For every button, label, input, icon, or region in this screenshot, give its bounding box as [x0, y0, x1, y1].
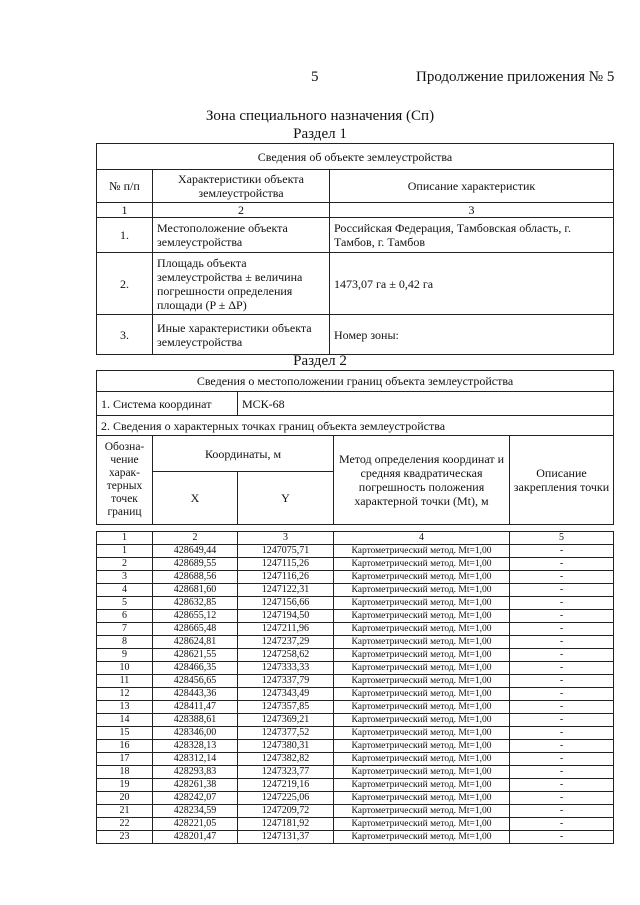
method-cell: Картометрический метод. Mt=1,00	[334, 636, 510, 649]
col-header-designation: Обозна-чение харак-терных точек границ	[97, 436, 153, 525]
point-number: 9	[97, 649, 153, 662]
continuation-note: Продолжение приложения № 5	[416, 69, 615, 85]
fixation-cell: -	[510, 766, 614, 779]
point-number: 21	[97, 805, 153, 818]
coord-x: 428411,47	[153, 701, 238, 714]
method-cell: Картометрический метод. Mt=1,00	[334, 558, 510, 571]
table-row	[97, 805, 614, 818]
table-row	[97, 597, 614, 610]
object-info-title: Сведения об объекте землеустройства	[97, 144, 614, 170]
fixation-cell: -	[510, 662, 614, 675]
coord-y: 1247219,16	[238, 779, 334, 792]
col-header-method: Метод определения координат и средняя квадратическая погрешность положения характерной точки (Mt), м	[334, 436, 510, 525]
coord-x: 428649,44	[153, 545, 238, 558]
method-cell: Картометрический метод. Mt=1,00	[334, 766, 510, 779]
index-cell: 1	[97, 203, 153, 218]
method-cell: Картометрический метод. Mt=1,00	[334, 623, 510, 636]
coord-y: 1247337,79	[238, 675, 334, 688]
fixation-cell: -	[510, 675, 614, 688]
row-characteristic: Площадь объекта землеустройства ± величина погрешности определения площади (P ± ΔP)	[153, 253, 330, 315]
point-number: 14	[97, 714, 153, 727]
coord-y: 1247075,71	[238, 545, 334, 558]
section2-heading: Раздел 2	[293, 353, 347, 369]
coord-y: 1247258,62	[238, 649, 334, 662]
fixation-cell: -	[510, 597, 614, 610]
method-cell: Картометрический метод. Mt=1,00	[334, 597, 510, 610]
coord-x: 428655,12	[153, 610, 238, 623]
coord-x: 428261,38	[153, 779, 238, 792]
coord-x: 428328,13	[153, 740, 238, 753]
coord-y: 1247225,06	[238, 792, 334, 805]
index-cell: 2	[153, 203, 330, 218]
method-cell: Картометрический метод. Mt=1,00	[334, 792, 510, 805]
coord-x: 428681,60	[153, 584, 238, 597]
fixation-cell: -	[510, 701, 614, 714]
point-number: 1	[97, 545, 153, 558]
index-cell: 5	[510, 532, 614, 545]
coord-y: 1247343,49	[238, 688, 334, 701]
coord-y: 1247369,21	[238, 714, 334, 727]
col-header-characteristic: Характеристики объекта землеустройства	[153, 170, 330, 203]
method-cell: Картометрический метод. Mt=1,00	[334, 727, 510, 740]
document-title: Зона специального назначения (Сп)	[205, 108, 435, 124]
method-cell: Картометрический метод. Mt=1,00	[334, 753, 510, 766]
object-info-table	[96, 143, 614, 355]
method-cell: Картометрический метод. Mt=1,00	[334, 675, 510, 688]
point-number: 6	[97, 610, 153, 623]
fixation-cell: -	[510, 623, 614, 636]
method-cell: Картометрический метод. Mt=1,00	[334, 545, 510, 558]
fixation-cell: -	[510, 688, 614, 701]
fixation-cell: -	[510, 727, 614, 740]
index-cell: 3	[238, 532, 334, 545]
point-number: 8	[97, 636, 153, 649]
table-row	[97, 740, 614, 753]
table-row	[97, 218, 614, 253]
coord-x: 428689,55	[153, 558, 238, 571]
method-cell: Картометрический метод. Mt=1,00	[334, 740, 510, 753]
coord-y: 1247156,66	[238, 597, 334, 610]
col-header-y: Y	[238, 472, 334, 525]
point-number: 23	[97, 831, 153, 844]
method-cell: Картометрический метод. Mt=1,00	[334, 818, 510, 831]
method-cell: Картометрический метод. Mt=1,00	[334, 610, 510, 623]
col-header-fixation: Описание закрепления точки	[510, 436, 614, 525]
fixation-cell: -	[510, 805, 614, 818]
coord-x: 428621,55	[153, 649, 238, 662]
method-cell: Картометрический метод. Mt=1,00	[334, 831, 510, 844]
coord-y: 1247237,29	[238, 636, 334, 649]
table-row	[97, 558, 614, 571]
table-row	[97, 623, 614, 636]
table-row	[97, 727, 614, 740]
point-number: 17	[97, 753, 153, 766]
point-number: 3	[97, 571, 153, 584]
coord-x: 428293,83	[153, 766, 238, 779]
coord-x: 428346,00	[153, 727, 238, 740]
method-cell: Картометрический метод. Mt=1,00	[334, 662, 510, 675]
table-row	[97, 545, 614, 558]
row-characteristic: Местоположение объекта землеустройства	[153, 218, 330, 253]
coord-x: 428234,59	[153, 805, 238, 818]
fixation-cell: -	[510, 545, 614, 558]
coord-y: 1247377,52	[238, 727, 334, 740]
row-description: Российская Федерация, Тамбовская область, г. Тамбов, г. Тамбов	[330, 218, 614, 253]
table-row	[97, 253, 614, 315]
table-row	[97, 610, 614, 623]
col-header-num: № п/п	[97, 170, 153, 203]
fixation-cell: -	[510, 740, 614, 753]
points-table	[96, 531, 614, 844]
coord-y: 1247115,26	[238, 558, 334, 571]
method-cell: Картометрический метод. Mt=1,00	[334, 805, 510, 818]
coord-x: 428388,61	[153, 714, 238, 727]
index-cell: 3	[330, 203, 614, 218]
method-cell: Картометрический метод. Mt=1,00	[334, 584, 510, 597]
point-number: 12	[97, 688, 153, 701]
table-row	[97, 636, 614, 649]
table-row	[97, 792, 614, 805]
coord-y: 1247333,33	[238, 662, 334, 675]
point-number: 22	[97, 818, 153, 831]
index-cell: 2	[153, 532, 238, 545]
fixation-cell: -	[510, 779, 614, 792]
coord-y: 1247357,85	[238, 701, 334, 714]
index-row	[97, 532, 614, 545]
point-number: 7	[97, 623, 153, 636]
coord-y: 1247382,82	[238, 753, 334, 766]
row-characteristic: Иные характеристики объекта землеустройства	[153, 315, 330, 355]
coord-y: 1247211,96	[238, 623, 334, 636]
col-header-coordinates: Координаты, м	[153, 436, 334, 472]
fixation-cell: -	[510, 792, 614, 805]
coord-x: 428688,56	[153, 571, 238, 584]
fixation-cell: -	[510, 714, 614, 727]
coord-x: 428456,65	[153, 675, 238, 688]
coord-x: 428624,81	[153, 636, 238, 649]
coord-y: 1247116,26	[238, 571, 334, 584]
fixation-cell: -	[510, 610, 614, 623]
table-row	[97, 818, 614, 831]
coord-x: 428201,47	[153, 831, 238, 844]
point-number: 2	[97, 558, 153, 571]
fixation-cell: -	[510, 649, 614, 662]
fixation-cell: -	[510, 818, 614, 831]
section1-heading: Раздел 1	[293, 126, 347, 142]
fixation-cell: -	[510, 831, 614, 844]
row-description: 1473,07 га ± 0,42 га	[330, 253, 614, 315]
coord-y: 1247194,50	[238, 610, 334, 623]
table-row	[97, 315, 614, 355]
table-row	[97, 714, 614, 727]
coord-y: 1247122,31	[238, 584, 334, 597]
coord-y: 1247181,92	[238, 818, 334, 831]
col-header-description: Описание характеристик	[330, 170, 614, 203]
point-number: 16	[97, 740, 153, 753]
table-row	[97, 649, 614, 662]
table-row	[97, 831, 614, 844]
coord-x: 428242,07	[153, 792, 238, 805]
table-row	[97, 753, 614, 766]
row-description: Номер зоны:	[330, 315, 614, 355]
table-row	[97, 701, 614, 714]
fixation-cell: -	[510, 753, 614, 766]
table-row	[97, 779, 614, 792]
coord-x: 428632,85	[153, 597, 238, 610]
row-number: 2.	[97, 253, 153, 315]
method-cell: Картометрический метод. Mt=1,00	[334, 779, 510, 792]
table-row	[97, 766, 614, 779]
table-row	[97, 584, 614, 597]
index-cell: 1	[97, 532, 153, 545]
method-cell: Картометрический метод. Mt=1,00	[334, 701, 510, 714]
table-row	[97, 688, 614, 701]
method-cell: Картометрический метод. Mt=1,00	[334, 571, 510, 584]
boundary-info-table	[96, 370, 614, 525]
coord-system-value: МСК-68	[238, 392, 614, 416]
point-number: 15	[97, 727, 153, 740]
coord-x: 428443,36	[153, 688, 238, 701]
fixation-cell: -	[510, 558, 614, 571]
fixation-cell: -	[510, 571, 614, 584]
coord-y: 1247209,72	[238, 805, 334, 818]
method-cell: Картометрический метод. Mt=1,00	[334, 649, 510, 662]
row-number: 1.	[97, 218, 153, 253]
point-number: 13	[97, 701, 153, 714]
table-row	[97, 571, 614, 584]
point-number: 11	[97, 675, 153, 688]
coord-x: 428466,35	[153, 662, 238, 675]
point-number: 4	[97, 584, 153, 597]
index-cell: 4	[334, 532, 510, 545]
row-number: 3.	[97, 315, 153, 355]
point-number: 18	[97, 766, 153, 779]
coord-y: 1247131,37	[238, 831, 334, 844]
fixation-cell: -	[510, 636, 614, 649]
point-number: 5	[97, 597, 153, 610]
coord-x: 428312,14	[153, 753, 238, 766]
coord-y: 1247323,77	[238, 766, 334, 779]
col-header-x: X	[153, 472, 238, 525]
points-title: 2. Сведения о характерных точках границ объекта землеустройства	[97, 416, 614, 436]
table-row	[97, 662, 614, 675]
coord-system-label: 1. Система координат	[97, 392, 238, 416]
point-number: 10	[97, 662, 153, 675]
page-number: 5	[311, 69, 319, 85]
point-number: 20	[97, 792, 153, 805]
coord-x: 428665,48	[153, 623, 238, 636]
boundary-info-title: Сведения о местоположении границ объекта землеустройства	[97, 371, 614, 392]
method-cell: Картометрический метод. Mt=1,00	[334, 714, 510, 727]
method-cell: Картометрический метод. Mt=1,00	[334, 688, 510, 701]
table-row	[97, 675, 614, 688]
coord-x: 428221,05	[153, 818, 238, 831]
fixation-cell: -	[510, 584, 614, 597]
coord-y: 1247380,31	[238, 740, 334, 753]
point-number: 19	[97, 779, 153, 792]
